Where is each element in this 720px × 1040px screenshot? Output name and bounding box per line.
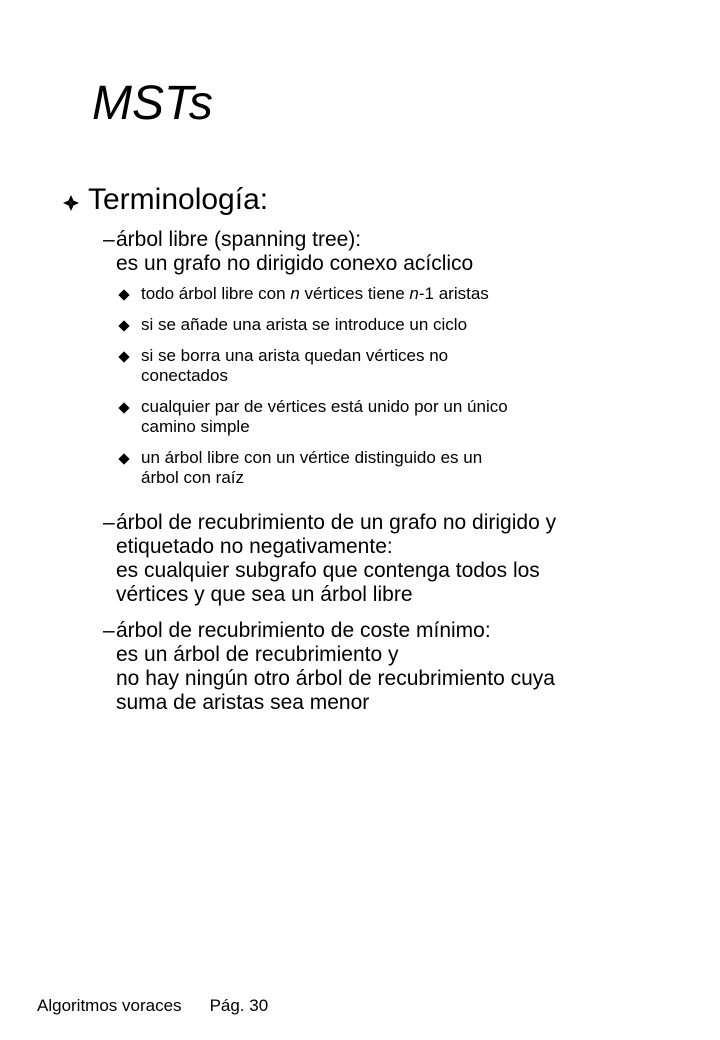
text-part: vértices tiene <box>299 284 410 303</box>
text-part: -1 aristas <box>418 284 489 303</box>
page-number: Pág. 30 <box>209 996 269 1015</box>
item-line: es un árbol de recubrimiento y <box>116 643 399 666</box>
section-heading-row <box>60 182 700 218</box>
sub-item-line: un árbol libre con un vértice distinguido es un <box>141 448 483 467</box>
sub-item-line: si se borra una arista quedan vértices no <box>141 346 449 365</box>
dash-bullet: – <box>103 511 115 534</box>
list-item <box>60 228 700 499</box>
dash-bullet: – <box>103 619 115 642</box>
sub-item-text: si se añade una arista se introduce un ciclo <box>141 315 468 334</box>
page-title: MSTs <box>92 77 213 130</box>
item-line: árbol libre (spanning tree): <box>116 228 362 251</box>
item-line: no hay ningún otro árbol de recubrimiento cuya <box>116 667 555 690</box>
sub-list-item <box>116 284 700 304</box>
item-line: árbol de recubrimiento de coste mínimo: <box>116 619 491 642</box>
list-item <box>60 511 700 607</box>
sub-item-line: cualquier par de vértices está unido por un único <box>141 397 508 416</box>
sub-item-line: conectados <box>141 366 228 385</box>
diamond-bullet-icon <box>118 402 129 413</box>
item-line: suma de aristas sea menor <box>116 691 370 714</box>
diamond-bullet-icon <box>118 289 129 300</box>
diamond-bullet-icon <box>118 320 129 331</box>
sub-item-line: camino simple <box>141 417 250 436</box>
item-line: vértices y que sea un árbol libre <box>116 583 413 606</box>
four-diamond-bullet-icon <box>60 192 82 214</box>
sub-item-line: árbol con raíz <box>141 468 244 487</box>
variable-n: n <box>409 284 419 303</box>
item-line: etiquetado no negativamente: <box>116 535 393 558</box>
terminology-section <box>60 182 700 727</box>
diamond-bullet-icon <box>118 351 129 362</box>
item-line: es un grafo no dirigido conexo acíclico <box>116 252 474 275</box>
text-part: todo árbol libre con <box>141 284 291 303</box>
section-heading: Terminología: <box>88 183 269 216</box>
sub-list-item <box>116 397 700 437</box>
sub-list-item <box>116 448 700 488</box>
sub-list-item <box>116 346 700 386</box>
sub-list <box>116 284 700 488</box>
variable-n: n <box>290 284 300 303</box>
dash-bullet: – <box>103 228 115 251</box>
list-item <box>60 619 700 715</box>
terminology-list <box>60 228 700 715</box>
footer <box>37 996 268 1016</box>
item-line: árbol de recubrimiento de un grafo no dirigido y <box>116 511 557 534</box>
sub-list-item <box>116 315 700 335</box>
footer-course: Algoritmos voraces <box>37 996 182 1015</box>
diamond-bullet-icon <box>118 453 129 464</box>
item-line: es cualquier subgrafo que contenga todos los <box>116 559 540 582</box>
